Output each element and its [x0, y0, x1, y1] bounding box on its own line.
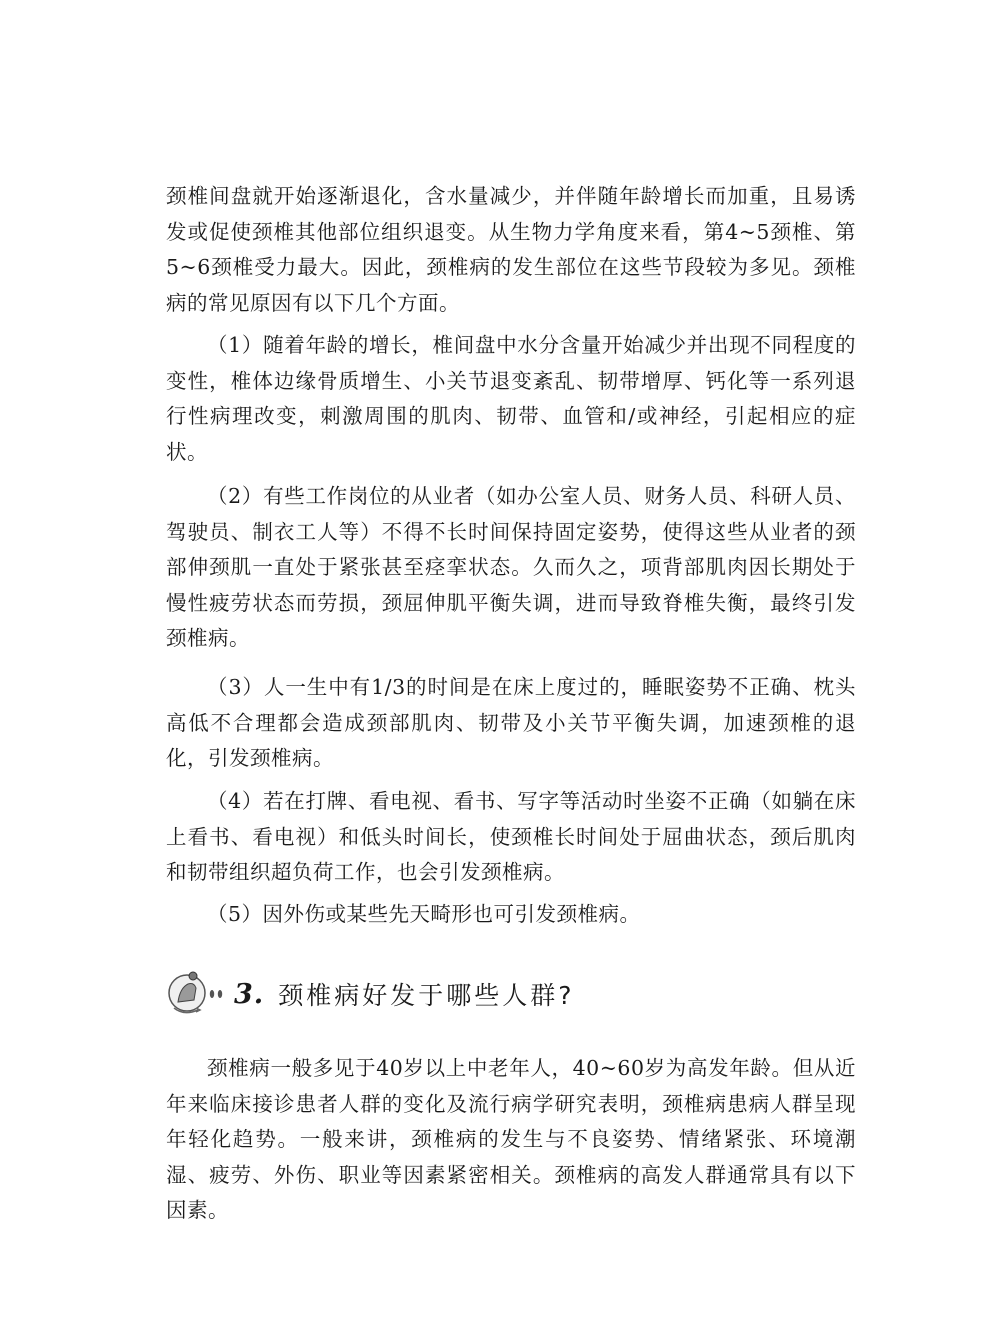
paragraph-cause-5: （5）因外伤或某些先天畸形也可引发颈椎病。: [207, 902, 641, 926]
paragraph-cause-3: （3）人一生中有1/3的时间是在床上度过的，睡眠姿势不正确、枕头高低不合理都会造成颈部肌肉、韧带及小关节平衡失调，加速颈椎的退化，引发颈椎病。: [166, 675, 856, 771]
paragraph-cause-1: （1）随着年龄的增长，椎间盘中水分含量开始减少并出现不同程度的变性，椎体边缘骨质增生、小关节退变紊乱、韧带增厚、钙化等一系列退行性病理改变，刺激周围的肌肉、韧带、血管和/或神经，引起相应的症状。: [166, 333, 856, 464]
paragraph-section-3-body: 颈椎病一般多见于40岁以上中老年人，40~60岁为高发年龄。但从近年来临床接诊患者人群的变化及流行病学研究表明，颈椎病患病人群呈现年轻化趋势。一般来讲，颈椎病的发生与不良姿势、情绪紧张、环境潮湿、疲劳、外伤、职业等因素紧密相关。颈椎病的高发人群通常具有以下因素。: [166, 1056, 856, 1223]
question-figure-icon: [166, 966, 226, 1022]
paragraph-cause-4: （4）若在打牌、看电视、看书、写字等活动时坐姿不正确（如躺在床上看书、看电视）和低头时间长，使颈椎长时间处于屈曲状态，颈后肌肉和韧带组织超负荷工作，也会引发颈椎病。: [166, 789, 856, 885]
paragraph-cause-2: （2）有些工作岗位的从业者（如办公室人员、财务人员、科研人员、驾驶员、制衣工人等）不得不长时间保持固定姿势，使得这些从业者的颈部伸颈肌一直处于紧张甚至痉挛状态。久而久之，项背部肌肉因长期处于慢性疲劳状态而劳损，颈屈伸肌平衡失调，进而导致脊椎失衡，最终引发颈椎病。: [166, 484, 856, 651]
section-title: 颈椎病好发于哪些人群?: [278, 981, 575, 1010]
section-heading: [166, 966, 574, 1022]
section-number: 3.: [234, 978, 265, 1010]
paragraph-intro: 颈椎间盘就开始逐渐退化，含水量减少，并伴随年龄增长而加重，且易诱发或促使颈椎其他部位组织退变。从生物力学角度来看，第4~5颈椎、第5~6颈椎受力最大。因此，颈椎病的发生部位在这些节段较为多见。颈椎病的常见原因有以下几个方面。: [166, 184, 856, 315]
